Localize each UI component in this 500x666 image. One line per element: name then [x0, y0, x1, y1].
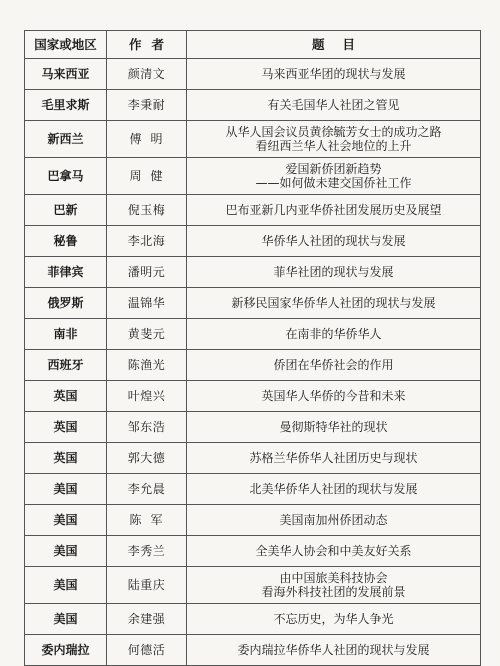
title-cell: [187, 59, 481, 90]
title-line: 由中国旅美科技协会: [279, 571, 388, 585]
country-cell: 英国: [25, 381, 107, 412]
author-cell: 郭大德: [107, 443, 187, 474]
header-country: 国家或地区: [25, 31, 107, 59]
header-author: 作者: [107, 31, 187, 59]
country-cell: 英国: [25, 412, 107, 443]
title-cell: [187, 505, 481, 536]
title-line: 看海外科技社团的发展前景: [261, 585, 406, 599]
title-line: 有关毛国华人社团之管见: [267, 98, 400, 112]
table-row: [25, 381, 481, 412]
table-row: [25, 121, 481, 158]
table-row: [25, 319, 481, 350]
country-cell: 秘鲁: [25, 226, 107, 257]
author-cell: 李秀兰: [107, 536, 187, 567]
country-cell: 英国: [25, 443, 107, 474]
author-cell: 李允晨: [107, 474, 187, 505]
author-cell: 陈军: [107, 505, 187, 536]
table-row: [25, 412, 481, 443]
country-cell: 美国: [25, 567, 107, 604]
title-cell: [187, 412, 481, 443]
title-cell: [187, 319, 481, 350]
country-cell: 毛里求斯: [25, 90, 107, 121]
author-cell: 叶煌兴: [107, 381, 187, 412]
country-cell: 俄罗斯: [25, 288, 107, 319]
country-cell: 美国: [25, 505, 107, 536]
table-row: [25, 350, 481, 381]
country-cell: 美国: [25, 604, 107, 635]
title-cell: [187, 474, 481, 505]
articles-table: [24, 30, 481, 666]
title-line: 巴布亚新几内亚华侨社团发展历史及展望: [225, 203, 442, 217]
title-line: 不忘历史，为华人争光: [273, 612, 394, 626]
title-cell: [187, 350, 481, 381]
country-cell: 新西兰: [25, 121, 107, 158]
title-line: 菲华社团的现状与发展: [273, 265, 394, 279]
title-cell: [187, 288, 481, 319]
title-line: 侨团在华侨社会的作用: [273, 358, 394, 372]
country-cell: 巴新: [25, 195, 107, 226]
country-cell: 委内瑞拉: [25, 635, 107, 666]
title-line: 从华人国会议员黄徐毓芳女士的成功之路: [225, 125, 442, 139]
author-cell: 倪玉梅: [107, 195, 187, 226]
title-line: 看纽西兰华人社会地位的上升: [255, 139, 412, 153]
country-cell: 西班牙: [25, 350, 107, 381]
title-cell: [187, 90, 481, 121]
title-cell: [187, 226, 481, 257]
title-cell: [187, 121, 481, 158]
table-row: [25, 567, 481, 604]
table-row: [25, 195, 481, 226]
table-row: [25, 536, 481, 567]
author-cell: 傅明: [107, 121, 187, 158]
table-row: [25, 90, 481, 121]
title-line: 在南非的华侨华人: [285, 327, 382, 341]
title-line: 马来西亚华团的现状与发展: [261, 67, 406, 81]
country-cell: 南非: [25, 319, 107, 350]
country-cell: 马来西亚: [25, 59, 107, 90]
author-cell: 陈渔光: [107, 350, 187, 381]
header-title: 题目: [187, 31, 481, 59]
author-cell: 李北海: [107, 226, 187, 257]
title-cell: [187, 381, 481, 412]
title-line: 新移民国家华侨华人社团的现状与发展: [231, 296, 436, 310]
author-cell: 邹东浩: [107, 412, 187, 443]
table-row: [25, 257, 481, 288]
table-row: [25, 474, 481, 505]
author-cell: 余建强: [107, 604, 187, 635]
table-row: [25, 604, 481, 635]
title-line: 北美华侨华人社团的现状与发展: [249, 482, 418, 496]
document-page: [24, 30, 480, 666]
author-cell: 李秉耐: [107, 90, 187, 121]
title-line: 英国华人华侨的今昔和未来: [261, 389, 406, 403]
table-row: [25, 505, 481, 536]
author-cell: 黄斐元: [107, 319, 187, 350]
title-cell: [187, 195, 481, 226]
title-cell: [187, 604, 481, 635]
title-cell: [187, 536, 481, 567]
author-cell: 颜清文: [107, 59, 187, 90]
header-row: [25, 31, 481, 59]
table-row: [25, 635, 481, 666]
title-line: 全美华人协会和中美友好关系: [255, 544, 412, 558]
table-row: [25, 59, 481, 90]
title-line: 爱国新侨团新趋势: [285, 162, 382, 176]
title-cell: [187, 158, 481, 195]
country-cell: 美国: [25, 474, 107, 505]
table-row: [25, 158, 481, 195]
title-line: 曼彻斯特华社的现状: [279, 420, 388, 434]
table-row: [25, 226, 481, 257]
author-cell: 温锦华: [107, 288, 187, 319]
title-line: 苏格兰华侨华人社团历史与现状: [249, 451, 418, 465]
author-cell: 周健: [107, 158, 187, 195]
title-cell: [187, 567, 481, 604]
title-line: 华侨华人社团的现状与发展: [261, 234, 406, 248]
title-line: 美国南加州侨团动态: [279, 513, 388, 527]
author-cell: 何德活: [107, 635, 187, 666]
country-cell: 美国: [25, 536, 107, 567]
title-cell: [187, 443, 481, 474]
country-cell: 菲律宾: [25, 257, 107, 288]
country-cell: 巴拿马: [25, 158, 107, 195]
table-row: [25, 443, 481, 474]
author-cell: 潘明元: [107, 257, 187, 288]
title-cell: [187, 635, 481, 666]
author-cell: 陆重庆: [107, 567, 187, 604]
table-row: [25, 288, 481, 319]
title-line: 委内瑞拉华侨华人社团的现状与发展: [237, 643, 430, 657]
title-cell: [187, 257, 481, 288]
table-body: [25, 59, 481, 666]
title-line: ——如何做未建交国侨社工作: [255, 176, 412, 190]
